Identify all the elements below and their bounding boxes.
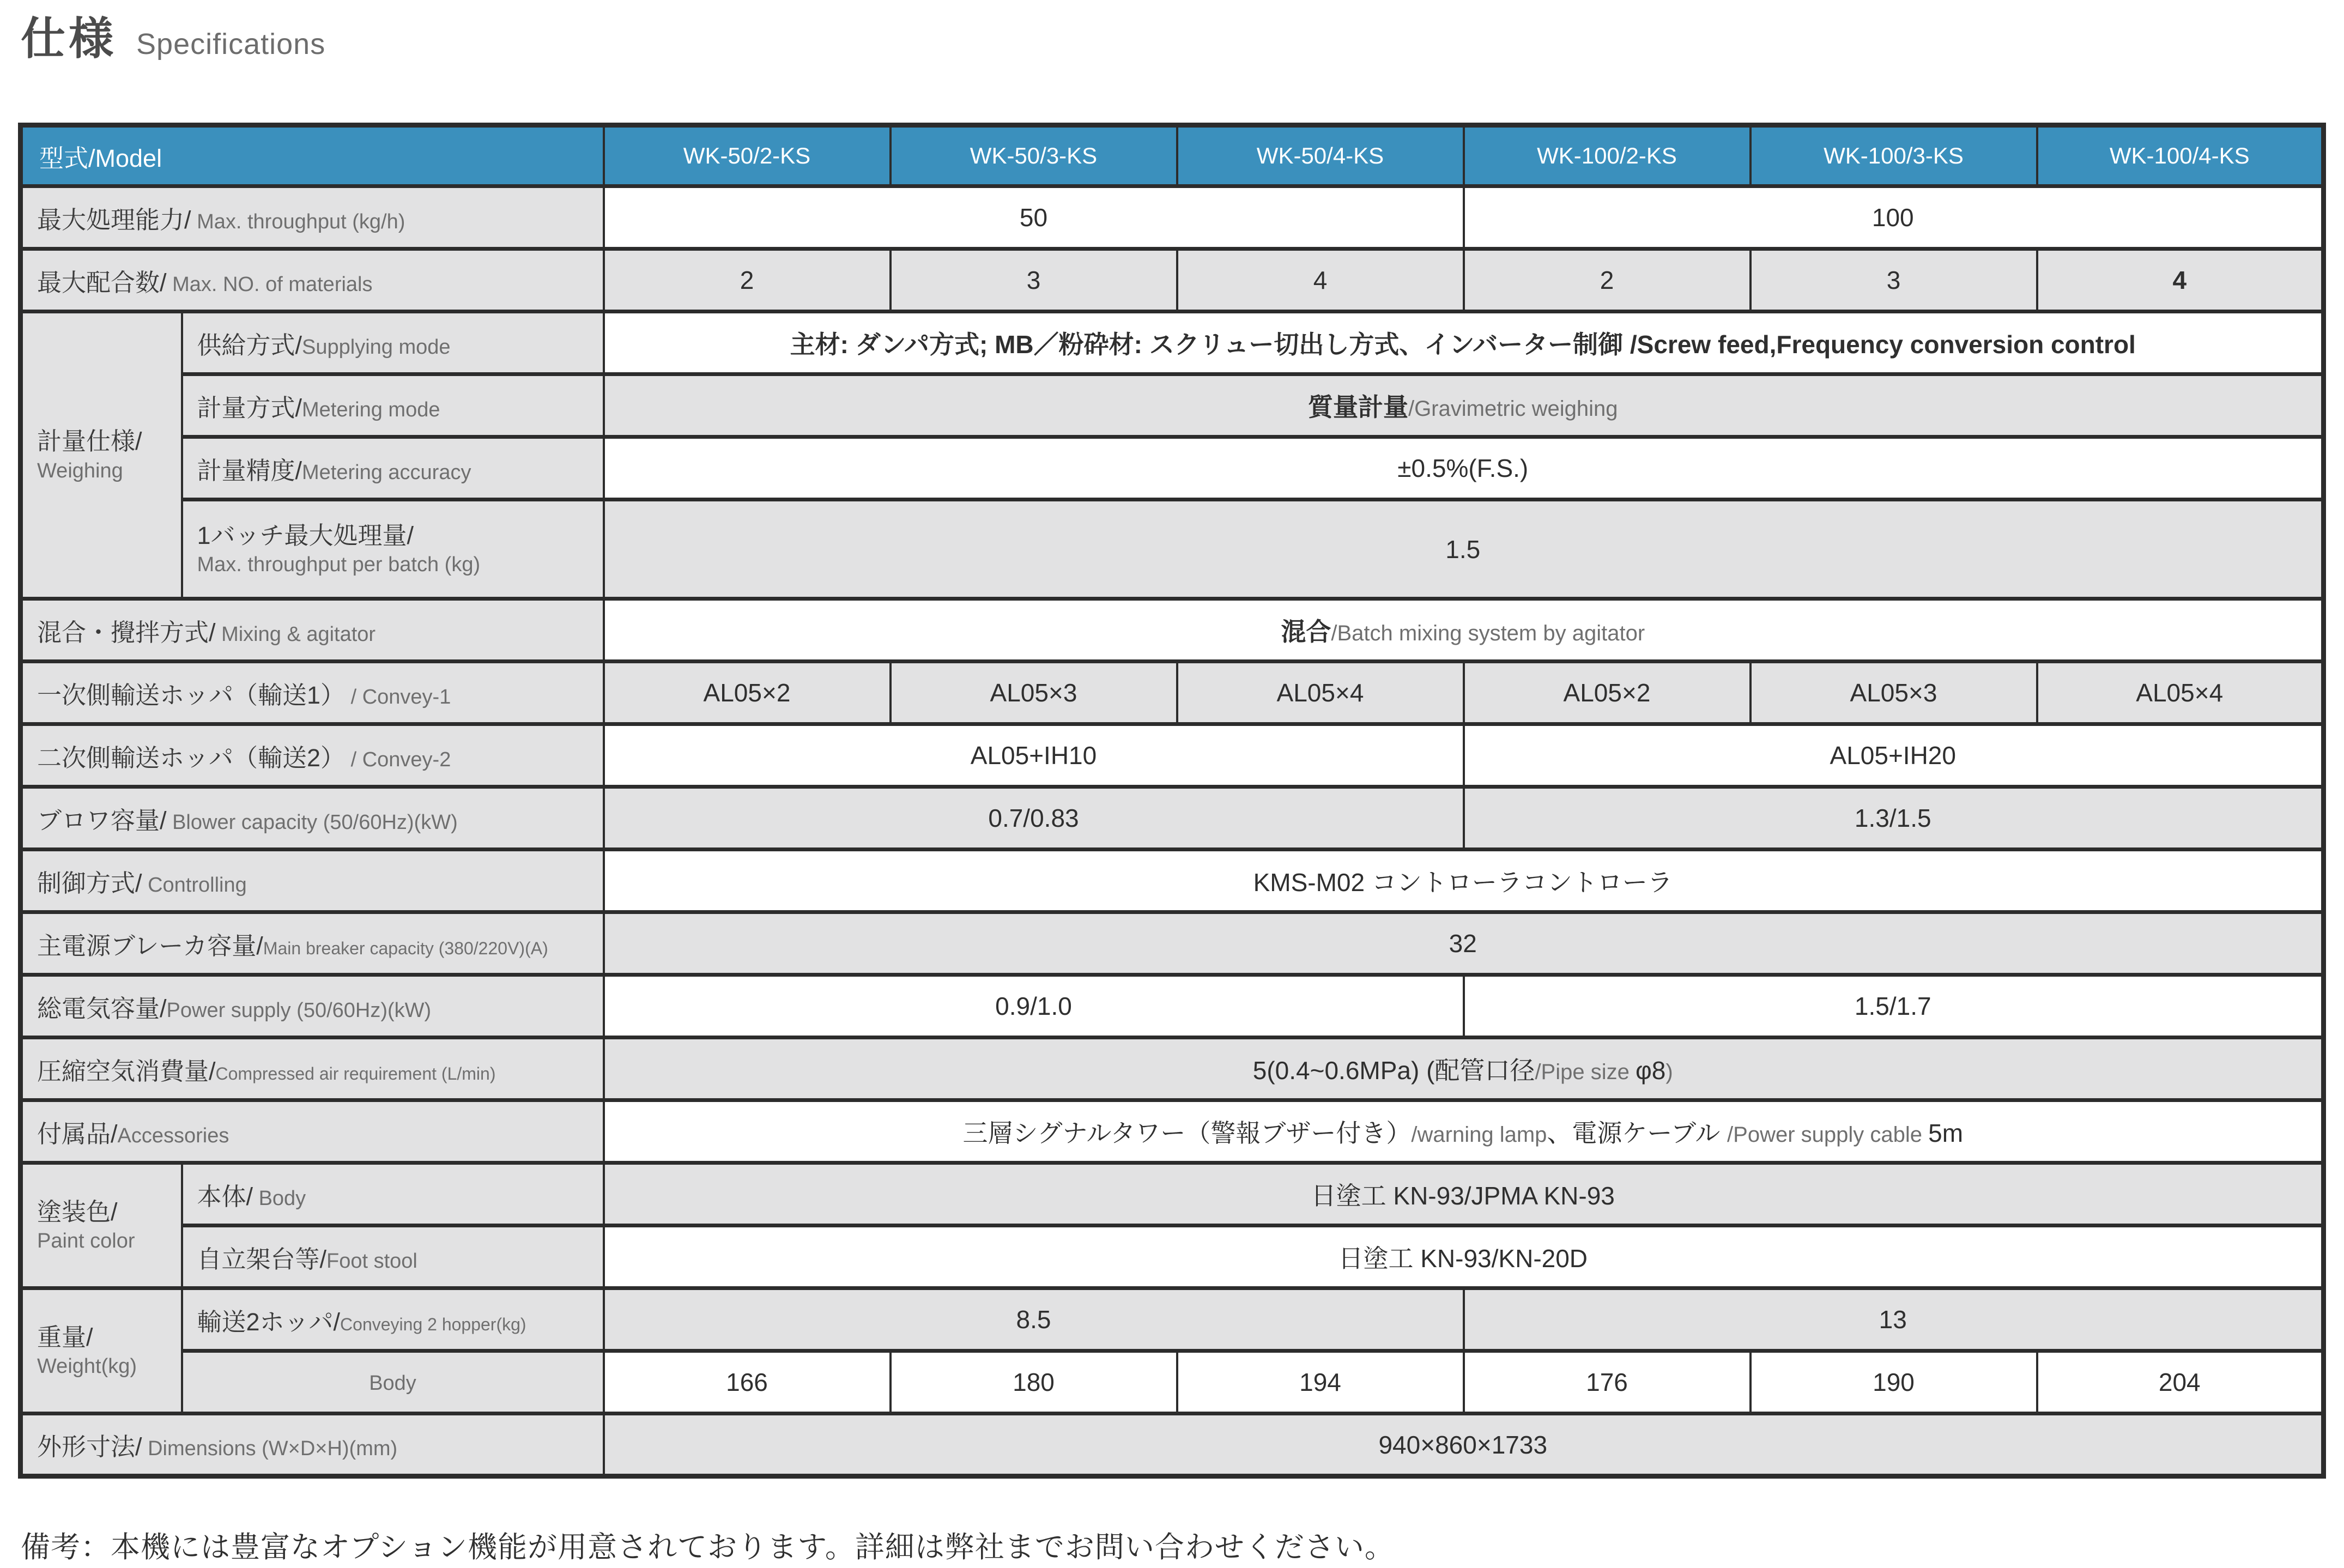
model-header-label-en: /Model <box>88 144 162 172</box>
value-text: 1.5/1.7 <box>1854 992 1931 1020</box>
value-cell <box>604 1351 891 1414</box>
row-label-en: / Convey-2 <box>345 748 451 771</box>
spec-row <box>21 1288 2324 1351</box>
value-cell <box>891 662 1177 724</box>
value-text: 32 <box>1449 929 1477 958</box>
value-cell <box>604 787 1464 850</box>
value-text: KMS-M02 コントローラコントローラ <box>1253 868 1673 897</box>
spec-row <box>21 312 2324 374</box>
value-cell <box>1177 662 1464 724</box>
value-text: 4 <box>2172 266 2187 294</box>
row-label-en: Main breaker capacity (380/220V)(A) <box>263 938 548 958</box>
row-label-cell <box>21 724 604 787</box>
value-cell <box>891 249 1177 312</box>
value-text: AL05×4 <box>1276 679 1364 707</box>
value-text: /Gravimetric weighing <box>1408 397 1618 421</box>
row-label-cell <box>21 1100 604 1163</box>
row-label-cell <box>182 1163 604 1226</box>
spec-row <box>21 249 2324 312</box>
row-label-en: Body <box>369 1372 416 1395</box>
row-label-cell <box>21 912 604 975</box>
value-text: 940×860×1733 <box>1378 1430 1548 1459</box>
row-label-en: Accessories <box>117 1124 229 1147</box>
model-header-cell: WK-100/4-KS <box>2037 125 2324 186</box>
value-text: φ8 <box>1635 1056 1666 1085</box>
spec-row <box>21 374 2324 437</box>
value-cell <box>1751 662 2037 724</box>
spec-row <box>21 186 2324 249</box>
row-label-cell <box>21 186 604 249</box>
row-label-jp: 最大処理能力/ <box>37 205 191 234</box>
value-text: 4 <box>1313 266 1328 294</box>
row-label-cell <box>182 500 604 599</box>
spec-row <box>21 975 2324 1038</box>
row-label-jp: ブロワ容量/ <box>37 806 167 834</box>
model-header-cell: WK-100/2-KS <box>1464 125 1751 186</box>
value-cell <box>604 500 2324 599</box>
value-cell <box>1464 186 2324 249</box>
value-text: 三層シグナルタワー（警報ブザー付き） <box>962 1119 1412 1147</box>
value-text: 2 <box>1600 266 1614 294</box>
page-title <box>21 3 325 67</box>
row-label-cell <box>182 374 604 437</box>
spec-row <box>21 1226 2324 1288</box>
group-label-en: Paint color <box>37 1230 135 1253</box>
row-label-jp: 圧縮空気消費量/ <box>37 1057 216 1085</box>
model-header-cell: WK-50/3-KS <box>891 125 1177 186</box>
spec-row <box>21 912 2324 975</box>
row-label-cell <box>21 662 604 724</box>
row-label-cell <box>21 599 604 662</box>
row-label-jp: 供給方式/ <box>197 331 302 359</box>
value-text: 180 <box>1013 1368 1055 1396</box>
spec-row <box>21 1351 2324 1414</box>
value-cell <box>604 1163 2324 1226</box>
model-header-cell: WK-50/2-KS <box>604 125 891 186</box>
row-label-cell <box>21 249 604 312</box>
value-text: 1.3/1.5 <box>1854 804 1931 832</box>
group-label-cell <box>21 1163 182 1288</box>
group-label-jp: 重量/ <box>37 1323 93 1351</box>
row-label-jp: 二次側輸送ホッパ（輸送2） <box>37 743 346 772</box>
value-text: 5(0.4~0.6MPa) (配管口径 <box>1252 1056 1535 1085</box>
row-label-en: Blower capacity (50/60Hz)(kW) <box>166 810 458 834</box>
value-cell <box>891 1351 1177 1414</box>
value-cell <box>1464 724 2324 787</box>
row-label-en: Max. throughput per batch (kg) <box>197 553 481 577</box>
row-label-jp: 最大配合数/ <box>37 268 167 296</box>
value-cell <box>604 1414 2324 1476</box>
group-label-jp: 塗装色/ <box>37 1197 118 1226</box>
spec-row <box>21 1100 2324 1163</box>
value-cell <box>604 850 2324 912</box>
value-cell <box>604 186 1464 249</box>
row-label-jp: 計量方式/ <box>197 393 302 422</box>
row-label-cell <box>21 850 604 912</box>
value-text: 3 <box>1026 266 1041 294</box>
row-label-jp: 1バッチ最大処理量/ <box>197 521 414 549</box>
value-cell <box>604 724 1464 787</box>
spec-row <box>21 850 2324 912</box>
row-label-jp: 制御方式/ <box>37 869 142 897</box>
value-cell <box>2037 249 2324 312</box>
value-text: ) <box>1665 1060 1673 1084</box>
spec-row <box>21 1038 2324 1100</box>
value-cell <box>2037 1351 2324 1414</box>
value-text: AL05+IH20 <box>1830 741 1956 770</box>
row-label-jp: 外形寸法/ <box>37 1433 142 1461</box>
row-label-en: Body <box>253 1186 306 1210</box>
value-text: AL05×4 <box>2136 679 2224 707</box>
group-label-cell <box>21 1288 182 1414</box>
value-text: /Batch mixing system by agitator <box>1331 621 1645 645</box>
value-cell <box>1464 1288 2324 1351</box>
value-cell <box>1464 249 1751 312</box>
row-label-cell <box>182 312 604 374</box>
row-label-jp: 輸送2ホッパ/ <box>197 1307 341 1336</box>
row-label-cell <box>182 1351 604 1414</box>
row-label-cell <box>182 437 604 500</box>
value-text: /Pipe size <box>1535 1060 1636 1084</box>
row-label-en: Max. throughput (kg/h) <box>191 210 405 233</box>
value-text: AL05×2 <box>703 679 791 707</box>
row-label-jp: 付属品/ <box>37 1119 118 1148</box>
value-text: AL05+IH10 <box>970 741 1097 770</box>
model-header-cell: WK-50/4-KS <box>1177 125 1464 186</box>
value-text: 、電源ケーブル <box>1547 1119 1728 1147</box>
value-text: 50 <box>1019 203 1048 232</box>
row-label-en: Supplying mode <box>302 335 451 359</box>
value-cell <box>1464 975 2324 1038</box>
value-cell <box>604 1288 1464 1351</box>
row-label-en: Mixing & agitator <box>215 622 376 646</box>
value-cell <box>604 975 1464 1038</box>
group-label-en: Weight(kg) <box>37 1355 137 1378</box>
row-label-jp: 総電気容量/ <box>37 994 167 1022</box>
value-cell <box>604 599 2324 662</box>
row-label-jp: 本体/ <box>197 1182 253 1210</box>
row-label-cell <box>21 787 604 850</box>
value-cell <box>604 912 2324 975</box>
row-label-en: Metering mode <box>302 398 440 421</box>
row-label-en: Dimensions (W×D×H)(mm) <box>142 1437 398 1460</box>
group-label-en: Weighing <box>37 459 123 482</box>
value-cell <box>604 662 891 724</box>
page-title-jp: 仕様 <box>21 14 117 64</box>
row-label-cell <box>21 975 604 1038</box>
spec-row <box>21 662 2324 724</box>
value-cell <box>604 249 891 312</box>
row-label-en: Compressed air requirement (L/min) <box>215 1063 496 1083</box>
value-cell <box>604 437 2324 500</box>
value-text: 5m <box>1928 1119 1964 1147</box>
value-text: 日塗工 KN-93/JPMA KN-93 <box>1311 1182 1615 1210</box>
value-cell <box>1751 249 2037 312</box>
row-label-en: Conveying 2 hopper(kg) <box>340 1314 526 1334</box>
value-text: 204 <box>2158 1368 2201 1396</box>
row-label-en: Metering accuracy <box>302 461 471 484</box>
value-text: 混合 <box>1281 617 1331 646</box>
value-cell <box>604 1100 2324 1163</box>
row-label-cell <box>182 1226 604 1288</box>
spec-row <box>21 787 2324 850</box>
value-text: AL05×3 <box>1850 679 1937 707</box>
value-text: 1.5 <box>1445 535 1481 564</box>
value-text: 0.9/1.0 <box>995 992 1072 1020</box>
value-cell <box>2037 662 2324 724</box>
row-label-cell <box>21 1038 604 1100</box>
row-label-cell <box>21 1414 604 1476</box>
value-text: ±0.5%(F.S.) <box>1397 454 1529 482</box>
value-cell <box>1464 787 2324 850</box>
value-text: 190 <box>1873 1368 1915 1396</box>
row-label-en: / Convey-1 <box>345 685 451 709</box>
value-text: 194 <box>1299 1368 1341 1396</box>
value-text: 2 <box>740 266 754 294</box>
row-label-jp: 一次側輸送ホッパ（輸送1） <box>37 681 346 709</box>
row-label-en: Max. NO. of materials <box>166 273 373 296</box>
value-text: 主材: ダンパ方式; MB／粉砕材: スクリュー切出し方式、インバーター制御 <box>790 330 1630 359</box>
footnote: 備考：本機には豊富なオプション機能が用意されております。詳細は弊社までお問い合わせください。 <box>21 1531 1395 1564</box>
value-text: /Screw feed,Frequency conversion control <box>1630 330 2136 359</box>
value-text: 日塗工 KN-93/KN-20D <box>1338 1244 1588 1273</box>
model-header-label <box>21 125 604 186</box>
value-cell <box>604 1038 2324 1100</box>
spec-row <box>21 599 2324 662</box>
value-text: AL05×3 <box>990 679 1077 707</box>
value-text: /Power supply cable <box>1727 1123 1929 1147</box>
value-text: 176 <box>1586 1368 1628 1396</box>
spec-row <box>21 500 2324 599</box>
spec-row <box>21 437 2324 500</box>
row-label-en: Power supply (50/60Hz)(kW) <box>166 998 432 1022</box>
value-text: 質量計量 <box>1307 393 1408 421</box>
value-text: 3 <box>1886 266 1901 294</box>
value-cell <box>604 374 2324 437</box>
spec-row <box>21 724 2324 787</box>
row-label-en: Foot stool <box>326 1249 417 1273</box>
model-header-row <box>21 125 2324 186</box>
value-cell <box>1177 249 1464 312</box>
value-text: AL05×2 <box>1563 679 1651 707</box>
value-cell <box>1177 1351 1464 1414</box>
spec-row <box>21 1414 2324 1476</box>
value-cell <box>1751 1351 2037 1414</box>
row-label-jp: 計量精度/ <box>197 456 302 485</box>
value-text: /warning lamp <box>1411 1123 1547 1147</box>
value-cell <box>1464 1351 1751 1414</box>
row-label-en: Controlling <box>142 873 247 897</box>
spec-row <box>21 1163 2324 1226</box>
value-text: 8.5 <box>1016 1305 1051 1334</box>
value-text: 0.7/0.83 <box>988 804 1079 832</box>
group-label-cell <box>21 312 182 599</box>
row-label-jp: 主電源ブレーカ容量/ <box>37 931 263 960</box>
row-label-jp: 混合・攪拌方式/ <box>37 618 216 646</box>
value-cell <box>604 1226 2324 1288</box>
value-text: 166 <box>726 1368 768 1396</box>
page-title-en: Specifications <box>136 28 326 60</box>
model-header-label-jp: 型式 <box>39 144 89 172</box>
value-text: 100 <box>1871 203 1914 232</box>
row-label-jp: 自立架台等/ <box>197 1245 327 1273</box>
value-text: 13 <box>1879 1305 1907 1334</box>
value-cell <box>1464 662 1751 724</box>
specifications-table <box>18 123 2326 1479</box>
row-label-cell <box>182 1288 604 1351</box>
group-label-jp: 計量仕様/ <box>37 427 142 456</box>
model-header-cell: WK-100/3-KS <box>1751 125 2037 186</box>
value-cell <box>604 312 2324 374</box>
